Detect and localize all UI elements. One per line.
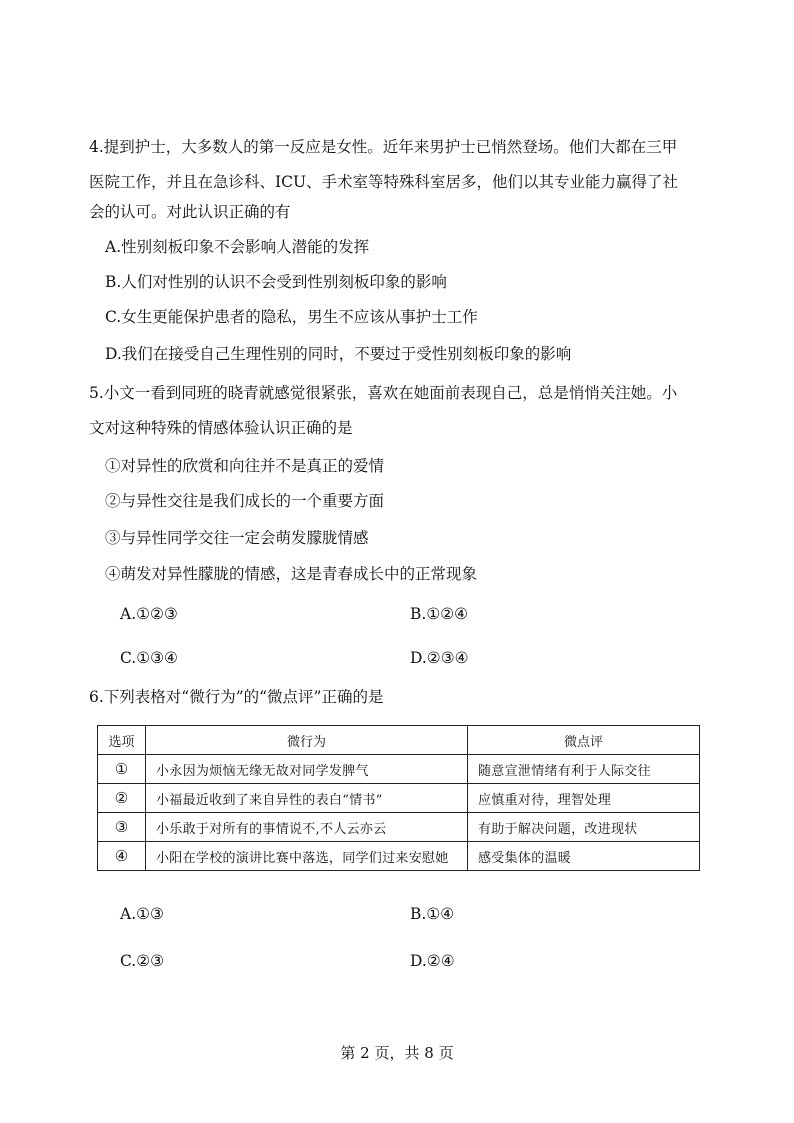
table-row [98, 842, 700, 871]
table-row [98, 784, 700, 813]
q6-option-d: D.②④ [410, 952, 455, 970]
q4-option-d: D.我们在接受自己生理性别的同时，不要过于受性别刻板印象的影响 [105, 345, 572, 363]
q4-stem-line-3: 会的认可。对此认识正确的有 [89, 203, 291, 221]
table-row [98, 813, 700, 842]
q5-option-d: D.②③④ [410, 649, 469, 667]
q5-option-b: B.①②④ [410, 605, 469, 623]
header-comment: 微点评 [468, 726, 700, 755]
row-behavior: 小乐敢于对所有的事情说不,不人云亦云 [146, 813, 468, 842]
q5-option-a: A.①②③ [120, 605, 178, 623]
table-row [98, 755, 700, 784]
q5-statement-1: ①对异性的欣赏和向往并不是真正的爱情 [105, 457, 385, 475]
page-number-footer: 第 2 页，共 8 页 [340, 1044, 454, 1062]
q4-option-a: A.性别刻板印象不会影响人潜能的发挥 [105, 238, 370, 256]
q6-option-c: C.②③ [120, 952, 165, 970]
row-comment: 随意宣泄情绪有利于人际交往 [468, 755, 700, 784]
q5-statement-2: ②与异性交往是我们成长的一个重要方面 [105, 492, 385, 510]
row-comment: 有助于解决问题，改进现状 [468, 813, 700, 842]
q5-statement-3: ③与异性同学交往一定会萌发朦胧情感 [105, 529, 369, 547]
row-number: ① [98, 755, 146, 784]
q4-stem-line-2: 医院工作，并且在急诊科、ICU、手术室等特殊科室居多，他们以其专业能力赢得了社 [89, 173, 679, 191]
q4-stem-line-1: 4.提到护士，大多数人的第一反应是女性。近年来男护士已悄然登场。他们大都在三甲 [89, 138, 678, 156]
row-behavior: 小永因为烦恼无缘无故对同学发脾气 [146, 755, 468, 784]
q6-option-b: B.①④ [410, 905, 455, 923]
row-behavior: 小福最近收到了来自异性的表白“情书” [146, 784, 468, 813]
q5-option-c: C.①③④ [120, 649, 178, 667]
q5-statement-4: ④萌发对异性朦胧的情感，这是青春成长中的正常现象 [105, 565, 478, 583]
row-comment: 应慎重对待，理智处理 [468, 784, 700, 813]
q5-stem-line-1: 5.小文一看到同班的晓青就感觉很紧张，喜欢在她面前表现自己，总是悄悄关注她。小 [89, 384, 678, 402]
header-behavior: 微行为 [146, 726, 468, 755]
row-comment: 感受集体的温暖 [468, 842, 700, 871]
header-option: 选项 [98, 726, 146, 755]
q4-option-c: C.女生更能保护患者的隐私，男生不应该从事护士工作 [105, 308, 478, 326]
row-number: ② [98, 784, 146, 813]
q5-stem-line-2: 文对这种特殊的情感体验认识正确的是 [89, 419, 353, 437]
row-behavior: 小阳在学校的演讲比赛中落选，同学们过来安慰她 [146, 842, 468, 871]
row-number: ④ [98, 842, 146, 871]
q6-option-a: A.①③ [120, 905, 164, 923]
table-header-row [98, 726, 700, 755]
q6-stem: 6.下列表格对“微行为”的“微点评”正确的是 [89, 688, 384, 706]
q6-table [97, 725, 700, 871]
row-number: ③ [98, 813, 146, 842]
q4-option-b: B.人们对性别的认识不会受到性别刻板印象的影响 [105, 273, 447, 291]
